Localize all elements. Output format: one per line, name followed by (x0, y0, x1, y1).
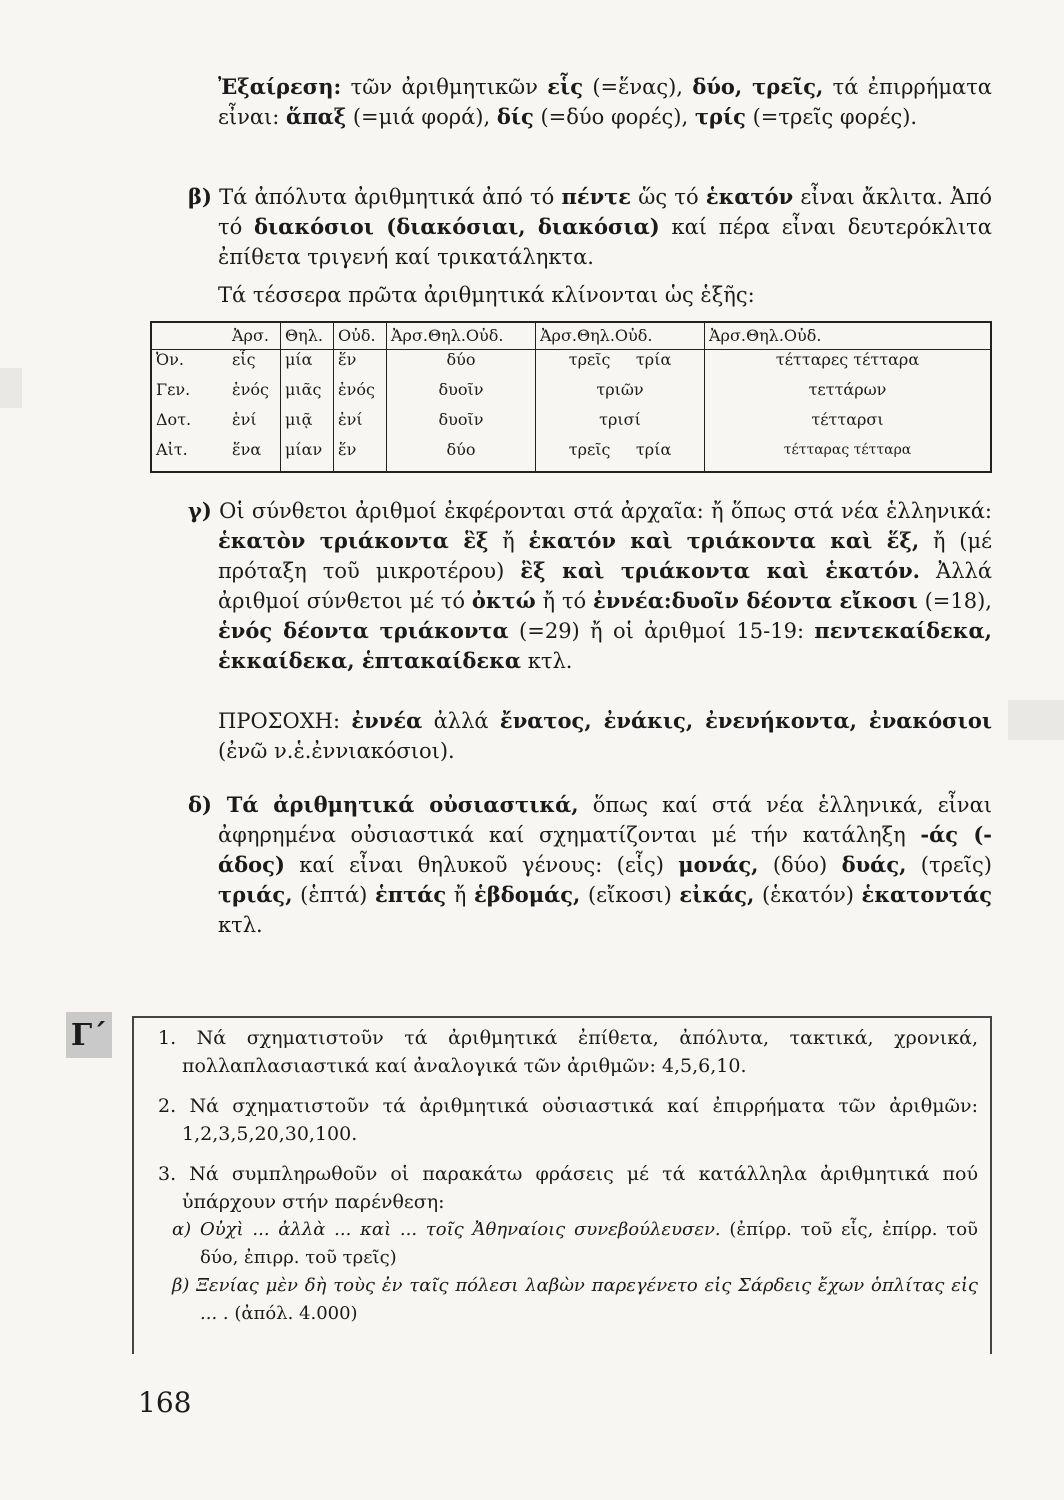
page-number: 168 (138, 1386, 192, 1419)
cell: ἕν (334, 440, 387, 472)
cell: ἑνός (334, 380, 387, 410)
table-row (151, 350, 991, 381)
table-row (151, 410, 991, 440)
exercise-item: 3. Νά συμπληρωθοῦν οἱ παρακάτω φράσεις μέ τά κατάλληλα ἀριθμητικά πού ὑπάρχουν στήν παρένθεση: (158, 1163, 978, 1213)
margin-mark (1008, 700, 1064, 740)
header-masc: Ἀρσ. (228, 322, 281, 350)
header-fem: Θηλ. (281, 322, 334, 350)
cell: δυοῖν (387, 410, 536, 440)
table-row (151, 380, 991, 410)
cell: τρεῖς τρία (536, 350, 705, 381)
header-neut: Οὐδ. (334, 322, 387, 350)
cell: δύο (387, 350, 536, 381)
exercise-subitem: β) Ξενίας μὲν δὴ τοὺς ἐν ταῖς πόλεσι λαβὼν παρεγένετο εἰς Σάρδεις ἔχων ὁπλίτας εἰς ... . (ἀπόλ. 4.000) (172, 1275, 978, 1324)
case-label: Γεν. (156, 380, 191, 400)
cell: μιᾶς (281, 380, 334, 410)
case-label: Ὀν. (156, 350, 184, 369)
exercise-list (158, 1024, 978, 1328)
table-row (151, 440, 991, 472)
cell: δυοῖν (387, 380, 536, 410)
cell: ἕνα (232, 440, 262, 460)
declension-table (150, 321, 992, 473)
cell: τέτταρσι (705, 410, 992, 440)
cell: μία (281, 350, 334, 381)
exercise-item: 2. Νά σχηματιστοῦν τά ἀριθμητικά οὐσιαστικά καί ἐπιρρήματα τῶν ἀριθμῶν: 1,2,3,5,20,30,100. (158, 1095, 978, 1145)
cell: τρισί (536, 410, 705, 440)
table-header-row (151, 322, 991, 350)
header-two: Ἀρσ.Θηλ.Οὐδ. (387, 322, 536, 350)
exception-paragraph: Ἐξαίρεση: τῶν ἀριθμητικῶν εἷς (=ἕνας), δύο, τρεῖς, τά ἐπιρρήματα εἶναι: ἅπαξ (=μιά φορά), δίς (=δύο φορές), τρίς (=τρεῖς φορές). (218, 74, 992, 129)
gamma-paragraph: γ) Οἱ σύνθετοι ἀριθμοί ἐκφέρονται στά ἀρχαῖα: ἤ ὅπως στά νέα ἑλληνικά: ἑκατὸν τριάκοντα ἓξ ἤ ἑκατόν καὶ τριάκοντα καὶ ἕξ, ἤ (μέ πρόταξη τοῦ μικροτέρου) ἓξ καὶ τριάκοντα καὶ ἑκατόν. Ἀλλά ἀριθμοί σύνθετοι μέ τό ὀκτώ ἤ τό ἐννέα:δυοῖν δέοντα εἴκοσι (=18), ἑνός δέοντα τριάκοντα (=29) ἤ οἱ ἀριθμοί 15-19: πεντεκαίδεκα, ἑκκαίδεκα, ἑπτακαίδεκα κτλ. (188, 498, 993, 673)
table-intro: Τά τέσσερα πρῶτα ἀριθμητικά κλίνονται ὡς ἑξῆς: (218, 283, 755, 307)
header-blank (151, 322, 228, 350)
exercise-subitem: α) Οὐχὶ ... ἀλλὰ ... καὶ ... τοῖς Ἀθηναίοις συνεβούλευσεν. (ἐπίρρ. τοῦ εἷς, ἐπίρρ. τοῦ δύο, ἐπιρρ. τοῦ τρεῖς) (172, 1219, 979, 1268)
case-label: Αἰτ. (156, 440, 188, 460)
case-label: Δοτ. (156, 410, 192, 430)
header-four: Ἀρσ.Θηλ.Οὐδ. (705, 322, 992, 350)
exercise-item: 1. Νά σχηματιστοῦν τά ἀριθμητικά ἐπίθετα, ἀπόλυτα, τακτικά, χρονικά, πολλαπλασιαστικά καί ἀναλογικά τῶν ἀριθμῶν: 4,5,6,10. (158, 1027, 978, 1077)
cell: εἷς (232, 350, 256, 369)
cell: τεττάρων (705, 380, 992, 410)
section-marker: Γ΄ (66, 1012, 112, 1058)
cell: ἑνί (232, 410, 257, 430)
header-three: Ἀρσ.Θηλ.Οὐδ. (536, 322, 705, 350)
beta-paragraph: β) Τά ἀπόλυτα ἀριθμητικά ἀπό τό πέντε ὥς τό ἑκατόν εἶναι ἄκλιτα. Ἀπό τό διακόσιοι (διακόσιαι, διακόσια) καί πέρα εἶναι δευτερόκλιτα ἐπίθετα τριγενή καί τρικατάληκτα. (188, 184, 993, 269)
cell: ἕν (334, 350, 387, 381)
cell: δύο (387, 440, 536, 472)
cell: μιᾷ (281, 410, 334, 440)
cell: μίαν (281, 440, 334, 472)
delta-paragraph: δ) Τά ἀριθμητικά οὐσιαστικά, ὅπως καί στά νέα ἑλληνικά, εἶναι ἀφηρημένα οὐσιαστικά καί σχηματίζονται μέ τήν κατάληξη -άς (-άδος) καί εἶναι θηλυκοῦ γένους: (εἷς) μονάς, (δύο) δυάς, (τρεῖς) τριάς, (ἑπτά) ἑπτάς ἤ ἑβδομάς, (εἴκοσι) εἰκάς, (ἑκατόν) ἑκατοντάς κτλ. (188, 792, 992, 937)
margin-mark (0, 368, 22, 408)
attention-note: ΠΡΟΣΟΧΗ: ἐννέα ἀλλά ἔνατος, ἐνάκις, ἐνενήκοντα, ἐνακόσιοι (ἐνῶ ν.ἑ.ἐννιακόσιοι). (218, 708, 992, 763)
cell: ἑνί (334, 410, 387, 440)
cell: τριῶν (536, 380, 705, 410)
cell: τρεῖς τρία (536, 440, 705, 472)
cell: τέτταρας τέτταρα (705, 440, 992, 472)
cell: τέτταρες τέτταρα (705, 350, 992, 381)
cell: ἑνός (232, 380, 269, 400)
